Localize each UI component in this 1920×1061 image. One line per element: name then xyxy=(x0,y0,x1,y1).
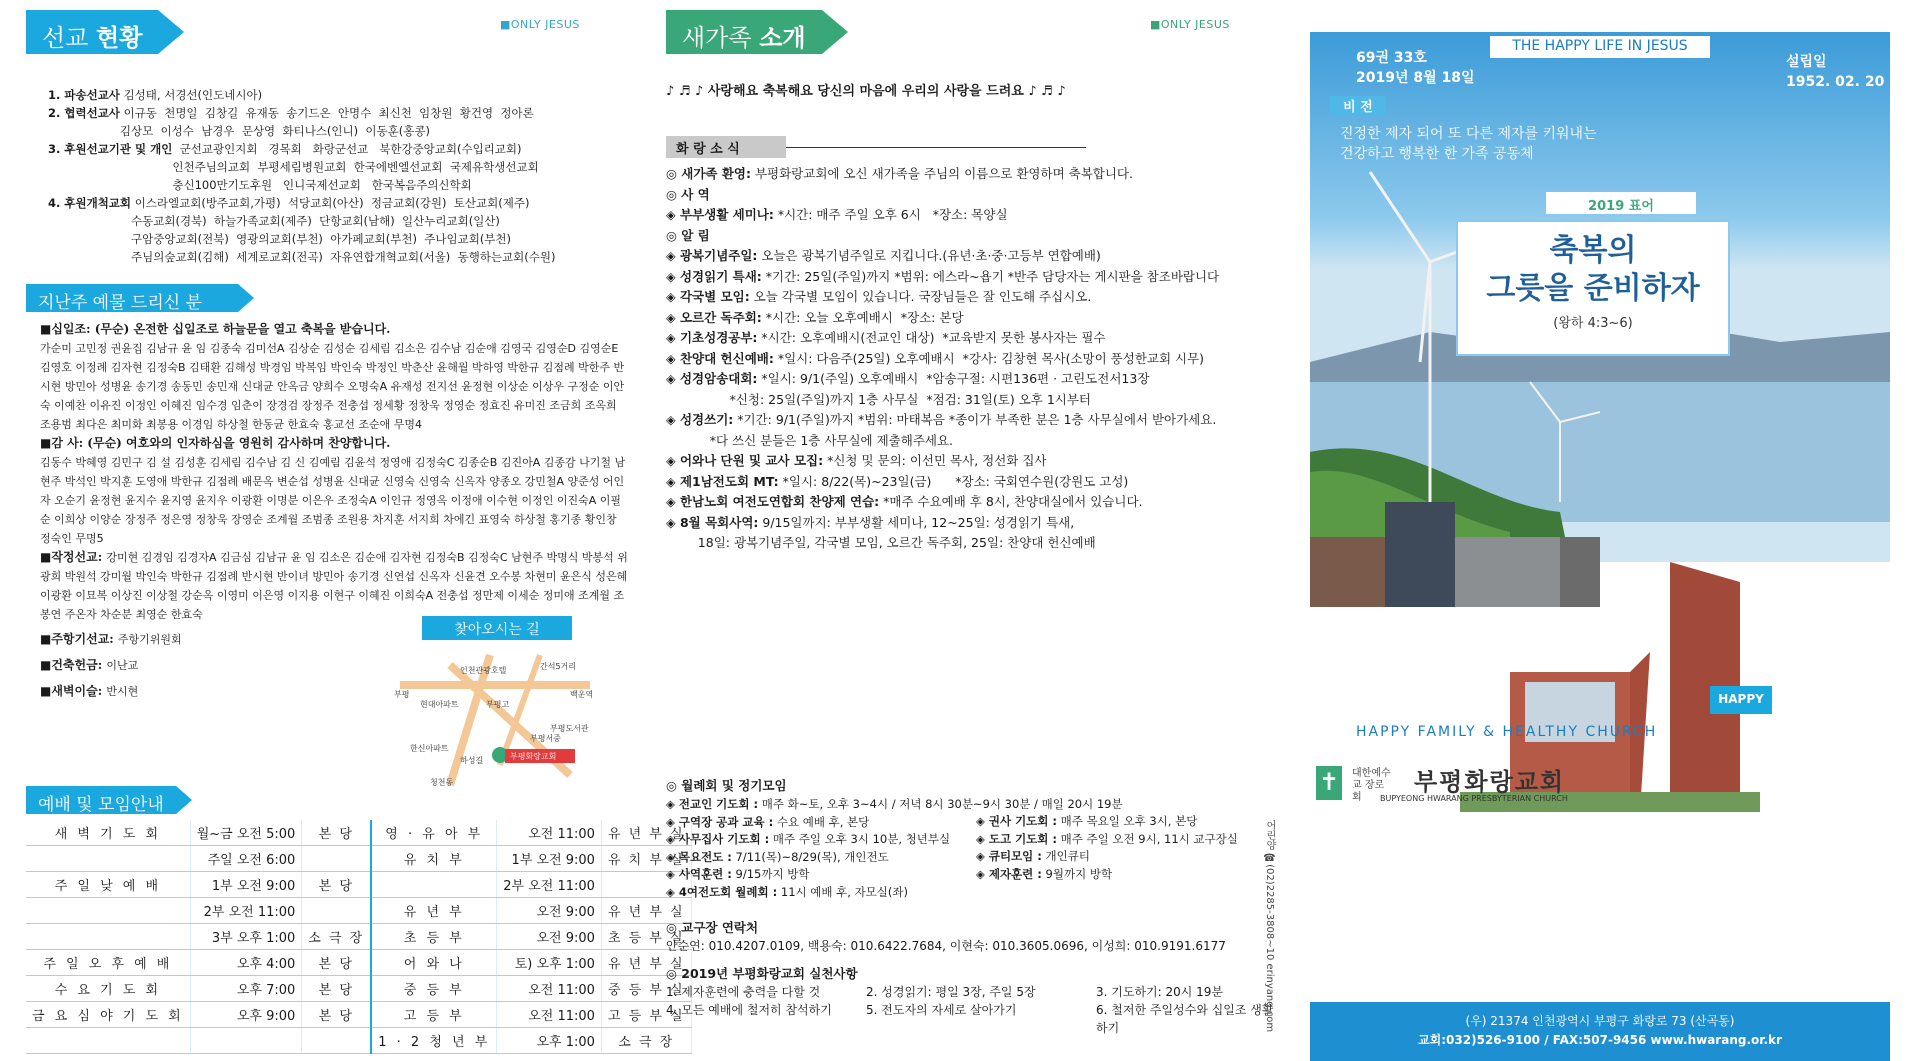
offering-group-label: ■건축헌금: xyxy=(40,658,107,672)
contact-title: ◎ 교구장 연락처 xyxy=(666,920,759,935)
newfamily-header-b: 소개 xyxy=(759,24,806,52)
mission-item xyxy=(48,86,608,104)
news-line: ◈ 찬양대 헌신예배: *일시: 다음주(25일) 오후예배시 *강사: 김창현 목사(소망이 풍성한교회 시무) xyxy=(666,350,1205,366)
news-section: ◎ 알 림 xyxy=(666,227,710,243)
meetings-right xyxy=(976,813,1238,883)
news-title: 화 랑 소 식 xyxy=(666,136,786,158)
worship-cell: 중 등 부 실 xyxy=(601,976,691,1002)
worship-cell xyxy=(302,846,371,872)
newfamily-header xyxy=(666,10,822,54)
news-line-label: ◈ 제1남전도회 MT: xyxy=(666,473,779,489)
news-line-label: ◈ 광복기념주일: xyxy=(666,248,758,263)
contact-list: 안순연: 010.4207.0109, 백용숙: 010.6422.7684, 이현숙: 010.3605.0696, 이성희: 010.9191.6177 xyxy=(666,939,1226,953)
worship-cell: 본 당 xyxy=(302,976,371,1002)
worship-cell: 영 · 유 아 부 xyxy=(371,820,497,846)
news-line-label: ◈ 기초성경공부: xyxy=(666,330,758,345)
map-label: 청천동 xyxy=(430,778,454,787)
offering-group-label: ■새벽이슬: xyxy=(40,684,107,698)
vision-line-1: 진정한 제자 되어 또 다른 제자를 키워내는 xyxy=(1340,126,1597,142)
practice-item: 6. 철저한 주일성수와 십일조 생활하기 xyxy=(1096,1003,1274,1035)
meeting-line-label: ◈ 큐티모임 : xyxy=(976,849,1042,863)
worship-cell xyxy=(26,924,190,950)
worship-cell: 소 극 장 xyxy=(601,1028,691,1054)
worship-row xyxy=(26,1002,691,1028)
offering-group-label: ■감 사: (무순) 여호와의 인자하심을 영원히 감사하며 찬양합니다. xyxy=(40,436,391,450)
church-address: (우) 21374 인천광역시 부평구 화랑로 73 (산곡동) xyxy=(1465,1014,1735,1028)
offering-group-label: ■작정선교: xyxy=(40,550,107,564)
mission-item xyxy=(48,194,608,266)
news-line-label: ◈ 8월 목회사역: xyxy=(666,514,759,530)
worship-cell: 어 와 나 xyxy=(371,950,497,976)
denomination: 대한예수교 장로회 xyxy=(1352,768,1391,803)
worship-row xyxy=(26,1028,691,1054)
church-name-kr: 부평화랑교회 xyxy=(1414,768,1566,796)
offering-group-names: 이난교 xyxy=(106,659,139,672)
worship-cell: 유 년 부 실 xyxy=(601,950,691,976)
worship-cell xyxy=(190,1028,302,1054)
directions-map xyxy=(390,640,600,800)
worship-cell: 유 년 부 실 xyxy=(601,820,691,846)
cover-footer xyxy=(1310,1002,1890,1061)
offering-group xyxy=(40,320,630,434)
offering-group xyxy=(40,682,380,701)
news-line-label: ◈ 성경쓰기: xyxy=(666,412,734,427)
worship-cell: 본 당 xyxy=(302,1002,371,1028)
worship-cell: 주일 오전 6:00 xyxy=(190,846,302,872)
news-line-label: ◈ 어와나 단원 및 교사 모집: xyxy=(666,453,824,468)
worship-row xyxy=(26,976,691,1002)
worship-cell: 오후 9:00 xyxy=(190,1002,302,1028)
practice-item: 3. 기도하기: 20시 19분 xyxy=(1096,985,1224,999)
meeting-line-label: ◈ 도고 기도회 : xyxy=(976,831,1057,846)
meeting-line: ◈ 제자훈련 : 9월까지 방학 xyxy=(976,866,1113,881)
meeting-line-label: ◈ 사무집사 기도회 : xyxy=(666,832,770,846)
news-line: ◎ 새가족 환영: 부평화랑교회에 오신 새가족을 주님의 이름으로 환영하며 축복합니다. xyxy=(666,166,1133,181)
worship-row xyxy=(26,820,691,846)
news-line xyxy=(666,185,1276,206)
worship-cell: 중 등 부 xyxy=(371,976,497,1002)
meeting-line-label: ◈ 구역장 공과 교육 : xyxy=(666,814,774,829)
cover-tagline xyxy=(1490,36,1710,58)
news-section: ◎ 사 역 xyxy=(666,186,710,202)
mission-header-b: 현황 xyxy=(96,24,143,52)
worship-row xyxy=(26,872,691,898)
map-label: 한신아파트 xyxy=(410,744,449,753)
offering-group-names: 강미현 김경임 김경자A 김금심 김남규 윤 임 김소은 김순애 김자현 김정숙B 김정숙C 남현주 박명식 박봉석 위광희 박원석 강미월 박인숙 박한규 김점례 반시현 반이녀 방민아 송기경 신연섭 신옥자 신윤견 오수봉 차현미 윤은식 성은혜 이광환 이묘복 이상진 이상철 강순옥 이영미 이은영 이지용 이현구 이혜진 이희숙A 전충섭 정만제 이세순 정미애 조계월 조봉연 주온자 차순분 최영순 한효숙 xyxy=(40,551,628,621)
worship-cell: 2부 오전 11:00 xyxy=(190,898,302,924)
offering-group xyxy=(40,630,380,649)
news-line: ◈ 성경읽기 특새: *기간: 25일(주일)까지 *범위: 에스라~욥기 *반주 담당자는 게시판을 참조바랍니다 xyxy=(666,268,1220,284)
cover-founded xyxy=(1786,52,1884,92)
practice-item: 2. 성경읽기: 평일 3장, 주일 5장 xyxy=(866,985,1036,999)
map-label: 부평 xyxy=(394,690,410,699)
offering-group xyxy=(40,548,630,624)
sponsor-note: 어린양 ☎(02)2285-3808~10 erinyang.com xyxy=(1264,820,1275,1033)
worship-cell: 유 년 부 실 xyxy=(601,898,691,924)
worship-cell: 오전 9:00 xyxy=(497,898,602,924)
map-label: 부평도서관 xyxy=(550,724,589,733)
mission-list xyxy=(48,86,608,266)
meeting-line-label: ◈ 사역훈련 : xyxy=(666,867,732,881)
practice-item: 4. 모든 예배에 철저히 참석하기 xyxy=(666,1003,832,1017)
news-line: *신청: 25일(주일)까지 1층 사무실 *점검: 31일(토) 오후 1시부터 xyxy=(666,391,1092,407)
news-line-label: ◈ 성경암송대회: xyxy=(666,371,758,386)
meeting-line: ◈ 큐티모임 : 개인큐티 xyxy=(976,849,1090,863)
cover-photo xyxy=(1310,32,1890,1002)
practice-title: ◎ 2019년 부평화랑교회 실천사항 xyxy=(666,966,858,981)
vision-line-2: 건강하고 행복한 한 가족 공동체 xyxy=(1340,146,1534,162)
news-line xyxy=(666,226,1276,247)
mission-item-label: 1. 파송선교사 xyxy=(48,88,120,102)
news-rule xyxy=(786,147,1086,148)
meeting-line: ◈ 구역장 공과 교육 : 수요 예배 후, 본당 xyxy=(666,814,870,829)
motto-box xyxy=(1456,220,1730,356)
news-line-label: ◈ 각국별 모임: xyxy=(666,289,750,304)
map-title: 찾아오시는 길 xyxy=(422,616,572,640)
meeting-line: ◈ 4여전도회 월례회 : 11시 예배 후, 자모실(좌) xyxy=(666,884,908,899)
map-label: 부평서중 xyxy=(530,734,561,743)
news-line: 18일: 광복기념주일, 각국별 모임, 오르간 독주회, 25일: 찬양대 헌신예배 xyxy=(666,535,1096,550)
map-label: 간석5거리 xyxy=(540,662,577,671)
cover-tagline-text: THE HAPPY LIFE IN JESUS xyxy=(1512,38,1688,54)
vision-text xyxy=(1340,124,1597,164)
mission-item-label: 2. 협력선교사 xyxy=(48,106,120,120)
mission-item xyxy=(48,140,608,194)
offering-group-names: 가순미 고민정 권윤집 김남규 윤 임 김종숙 김미선A 김상순 김성순 김세림 김소은 김수남 김순애 김영국 김영순D 김영순E 김영호 이정례 김자현 김정숙B 김태환 김해성 박경임 박복임 박인숙 박정인 박춘산 윤해월 박하영 박한규 김점례 박한주 반시현 방민아 성병윤 송기경 송동민 송민재 신대균 안옥금 양희수 오명숙A 유재성 전지선 윤정현 이상순 이상우 구정순 이안숙 이예찬 이유진 이정인 이혜진 임수경 임춘이 장경검 장정주 전충섭 정세황 정창욱 정영순 정효진 유미진 조금희 조옥희 조용범 최다은 최미화 최봉용 이경임 하상철 한동균 한효숙 홍교선 조순애 무명4 xyxy=(40,342,625,431)
news-line: ◈ 8월 목회사역: 9/15일까지: 부부생활 세미나, 12~25일: 성경읽기 특새, xyxy=(666,514,1075,530)
meeting-line: ◈ 목요전도 : 7/11(목)~8/29(목), 개인전도 xyxy=(666,849,889,864)
worship-cell: 유 년 부 xyxy=(371,898,497,924)
offering-group-label: ■십일조: (무순) 온전한 십일조로 하늘문을 열고 축복을 받습니다. xyxy=(40,322,391,336)
worship-cell: 2부 오전 11:00 xyxy=(497,872,602,898)
offering-group xyxy=(40,434,630,548)
worship-cell: 본 당 xyxy=(302,950,371,976)
news-line-label: ◈ 찬양대 헌신예배: xyxy=(666,350,774,366)
map-label: 하성길 xyxy=(460,756,484,765)
mission-item-label: 3. 후원선교기관 및 개인 xyxy=(48,142,173,156)
offering-header: 지난주 예물 드리신 분 xyxy=(26,284,238,312)
happy-badge: HAPPY xyxy=(1710,686,1772,714)
meeting-line-label: ◈ 제자훈련 : xyxy=(976,866,1042,881)
cover-issue xyxy=(1356,48,1475,88)
map-label: 부평화랑교회 xyxy=(510,752,557,761)
news-line-label: ◈ 부부생활 세미나: xyxy=(666,207,774,222)
worship-cell: 본 당 xyxy=(302,872,371,898)
news-line: ◈ 광복기념주일: 오늘은 광복기념주일로 지킵니다.(유년·초·중·고등부 연합예배) xyxy=(666,248,1101,263)
news-list xyxy=(666,164,1276,554)
motto-line-2: 그릇을 준비하자 xyxy=(1486,271,1700,306)
church-name-en: BUPYEONG HWARANG PRESBYTERIAN CHURCH xyxy=(1380,794,1568,803)
worship-cell: 주 일 낮 예 배 xyxy=(26,872,190,898)
church-logo-icon: ✝ xyxy=(1316,766,1342,800)
only-jesus-label-mid: ■ONLY JESUS xyxy=(1150,18,1230,31)
worship-cell: 수 요 기 도 회 xyxy=(26,976,190,1002)
worship-cell xyxy=(371,872,497,898)
worship-row xyxy=(26,898,691,924)
meeting-line-label: ◈ 권사 기도회 : xyxy=(976,814,1057,828)
worship-cell: 고 등 부 실 xyxy=(601,1002,691,1028)
new-family-panel xyxy=(650,0,1280,1061)
mission-item-value: 군선교광인지회 경목회 화랑군선교 북한강중앙교회(수입리교회) 인천주님의교회 부평세림병원교회 한국에벤엘선교회 국제유학생선교회 충신100만기도후원 인니국제선교회 한국복음주의신학회 xyxy=(172,142,539,192)
news-line-label: ◈ 한남노회 여전도연합회 찬양제 연습: xyxy=(666,494,880,509)
worship-cell: 초 등 부 xyxy=(371,924,497,950)
news-line-label: ◎ 새가족 환영: xyxy=(666,166,751,181)
worship-table xyxy=(26,820,692,1054)
meeting-line-label: ◈ 4여전도회 월례회 : xyxy=(666,884,778,899)
worship-cell: 오전 9:00 xyxy=(497,924,602,950)
offering-group-names: 반시현 xyxy=(106,685,139,698)
meeting-line: ◈ 도고 기도회 : 매주 주일 오전 9시, 11시 교구장실 xyxy=(976,831,1238,846)
news-line: ◈ 기초성경공부: *시간: 오후예배시(전교인 대상) *교육받지 못한 봉사자는 필수 xyxy=(666,330,1106,345)
mission-header-a: 선교 xyxy=(42,24,89,52)
welcome-song: ♪ ♬ ♪ 사랑해요 축복해요 당신의 마음에 우리의 사랑을 드려요 ♪ ♬ ♪ xyxy=(666,84,1066,99)
news-line: ◈ 각국별 모임: 오늘 각국별 모임이 있습니다. 국장님들은 잘 인도해 주십시오. xyxy=(666,289,1092,304)
worship-header: 예배 및 모임안내 xyxy=(26,786,176,814)
meetings-title: ◎ 월례회 및 정기모임 xyxy=(666,778,787,793)
news-line: ◈ 성경쓰기: *기간: 9/1(주일)까지 *범위: 마태복음 *종이가 부족한 분은 1층 사무실에서 받아가세요. xyxy=(666,412,1217,427)
newfamily-header-a: 새가족 xyxy=(682,24,752,52)
meeting-line: ◈ 권사 기도회 : 매주 목요일 오후 3시, 본당 xyxy=(976,814,1198,828)
worship-cell xyxy=(302,898,371,924)
motto-reference: (왕하 4:3~6) xyxy=(1553,316,1633,331)
map-label: 인천관광호텔 xyxy=(460,666,507,675)
worship-cell: 고 등 부 xyxy=(371,1002,497,1028)
meeting-line-label: ◈ 목요전도 : xyxy=(666,849,732,864)
worship-cell: 유 치 부 실 xyxy=(601,846,691,872)
worship-row xyxy=(26,950,691,976)
news-line: ◈ 제1남전도회 MT: *일시: 8/22(목)~23일(금) *장소: 국회연수원(강원도 고성) xyxy=(666,473,1129,489)
news-line: *다 쓰신 분들은 1층 사무실에 제출해주세요. xyxy=(666,432,954,448)
news-line: ◈ 어와나 단원 및 교사 모집: *신청 및 문의: 이선민 목사, 정선화 집사 xyxy=(666,453,1047,468)
worship-cell: 새 벽 기 도 회 xyxy=(26,820,190,846)
map-label: 현대아파트 xyxy=(420,700,459,709)
founded-date: 1952. 02. 20 xyxy=(1786,74,1885,90)
mission-header xyxy=(26,10,158,54)
mission-item-label: 4. 후원개척교회 xyxy=(48,196,132,210)
offering-group-names: 주항기위원회 xyxy=(117,633,182,646)
meeting-line: ◈ 사무집사 기도회 : 매주 주일 오후 3시 10분, 청년부실 xyxy=(666,832,951,846)
worship-cell: 토) 오후 1:00 xyxy=(497,950,602,976)
meeting-line: ◈ 전교인 기도회 : 매주 화~토, 오후 3~4시 / 저녁 8시 30분~9시 30분 / 매일 20시 19분 xyxy=(666,797,1123,811)
worship-cell: 1 · 2 청 년 부 xyxy=(371,1028,497,1054)
motto-label: 2019 표어 xyxy=(1546,192,1696,214)
worship-cell: 금 요 심 야 기 도 회 xyxy=(26,1002,190,1028)
meeting-line-label: ◈ 전교인 기도회 : xyxy=(666,797,759,811)
worship-row xyxy=(26,924,691,950)
news-line: ◈ 성경암송대회: *일시: 9/1(주일) 오후예배시 *암송구절: 시편136편 · 고린도전서13장 xyxy=(666,371,1150,386)
worship-cell xyxy=(302,1028,371,1054)
mission-panel xyxy=(0,0,685,1061)
only-jesus-label: ■ONLY JESUS xyxy=(500,18,580,31)
worship-cell: 1부 오전 9:00 xyxy=(190,872,302,898)
practice-grid xyxy=(666,983,1276,1037)
worship-row xyxy=(26,846,691,872)
news-line: ◈ 부부생활 세미나: *시간: 매주 주일 오후 6시 *장소: 목양실 xyxy=(666,207,1008,222)
cover-volume: 69권 33호 xyxy=(1356,50,1427,66)
worship-cell: 오후 4:00 xyxy=(190,950,302,976)
worship-cell xyxy=(26,898,190,924)
map-label: 부평고 xyxy=(486,700,510,709)
worship-cell: 주 일 오 후 예 배 xyxy=(26,950,190,976)
worship-cell: 3부 오후 1:00 xyxy=(190,924,302,950)
map-label: 백운역 xyxy=(570,690,594,699)
meeting-line: ◈ 사역훈련 : 9/15까지 방학 xyxy=(666,867,810,881)
news-line-label: ◈ 성경읽기 특새: xyxy=(666,268,762,284)
church-phone: 교회:032)526-9100 / FAX:507-9456 www.hwarang.or.kr xyxy=(1418,1033,1782,1047)
news-line: ◈ 오르간 독주회: *시간: 오늘 오후예배시 *장소: 본당 xyxy=(666,309,964,325)
mission-item-value: 이스라엘교회(방주교회,가평) 석당교회(아산) 정금교회(강원) 토산교회(제주) 수동교회(경북) 하늘가족교회(제주) 단항교회(남해) 일산누리교회(일산) 구암중앙교회(전북) 영광의교회(부천) 아가페교회(부천) 주나임교회(부천) 주님의숲교회(김해) 세계로교회(전곡) 자유연합개혁교회(서울) 동행하는교회(수원) xyxy=(131,196,556,264)
mission-item-value: 김성태, 서경선(인도네시아) xyxy=(119,88,263,102)
worship-cell: 오전 11:00 xyxy=(497,820,602,846)
mission-item-value: 이규동 천명일 김창길 유재동 송기드온 안명수 최신천 임창원 황건영 정아론 김상모 이성수 남경우 문상영 화티나스(인니) 이동훈(홍콩) xyxy=(119,106,534,138)
worship-cell: 오후 1:00 xyxy=(497,1028,602,1054)
practice-item: 1. 제자훈련에 충력을 다할 것 xyxy=(666,985,821,999)
offering-group xyxy=(40,656,380,675)
news-line-label: ◈ 오르간 독주회: xyxy=(666,309,762,325)
worship-cell: 소 극 장 xyxy=(302,924,371,950)
worship-cell: 유 치 부 xyxy=(371,846,497,872)
worship-cell: 본 당 xyxy=(302,820,371,846)
vision-label: 비 전 xyxy=(1330,96,1386,116)
worship-cell: 초 등 부 실 xyxy=(601,924,691,950)
cover-slogan: HAPPY FAMILY & HEALTHY CHURCH xyxy=(1356,724,1658,740)
cover-date: 2019년 8월 18일 xyxy=(1356,70,1475,86)
worship-cell xyxy=(26,846,190,872)
worship-cell: 오전 11:00 xyxy=(497,1002,602,1028)
worship-cell: 월~금 오전 5:00 xyxy=(190,820,302,846)
offering-group-label: ■주항기선교: xyxy=(40,632,118,646)
worship-cell: 1부 오전 9:00 xyxy=(497,846,602,872)
worship-cell: 오후 7:00 xyxy=(190,976,302,1002)
news-line: ◈ 한남노회 여전도연합회 찬양제 연습: *매주 수요예배 후 8시, 찬양대실에서 있습니다. xyxy=(666,494,1143,509)
mission-item xyxy=(48,104,608,140)
motto-line-1: 축복의 xyxy=(1549,233,1637,268)
founded-label: 설립일 xyxy=(1786,54,1827,70)
offering-group-names: 김동수 박혜영 김민구 김 설 김성훈 김세림 김수남 김 신 김예림 김윤석 정영애 김정숙C 김종순B 김진아A 김종감 나기철 남현주 박석인 박지훈 도영애 박한규 김점례 배문옥 변순섭 성병윤 신대균 신영숙 신영숙 신옥자 양종오 강민철A 양준성 어인자 오순기 윤정현 윤지수 윤지영 윤지우 이광환 이명분 이은우 조정숙A 이인규 정영옥 이정애 이수현 이정인 이진숙A 이필순 이희상 이양순 장정주 정은영 정창욱 장영순 조계월 조범종 조원용 차지훈 서지희 차에긴 표영숙 하상철 홍기종 황인창 정숙인 무명5 xyxy=(40,456,626,545)
worship-cell xyxy=(26,1028,190,1054)
worship-cell: 오전 11:00 xyxy=(497,976,602,1002)
practice-item: 5. 전도자의 자세로 살아가기 xyxy=(866,1003,1017,1017)
